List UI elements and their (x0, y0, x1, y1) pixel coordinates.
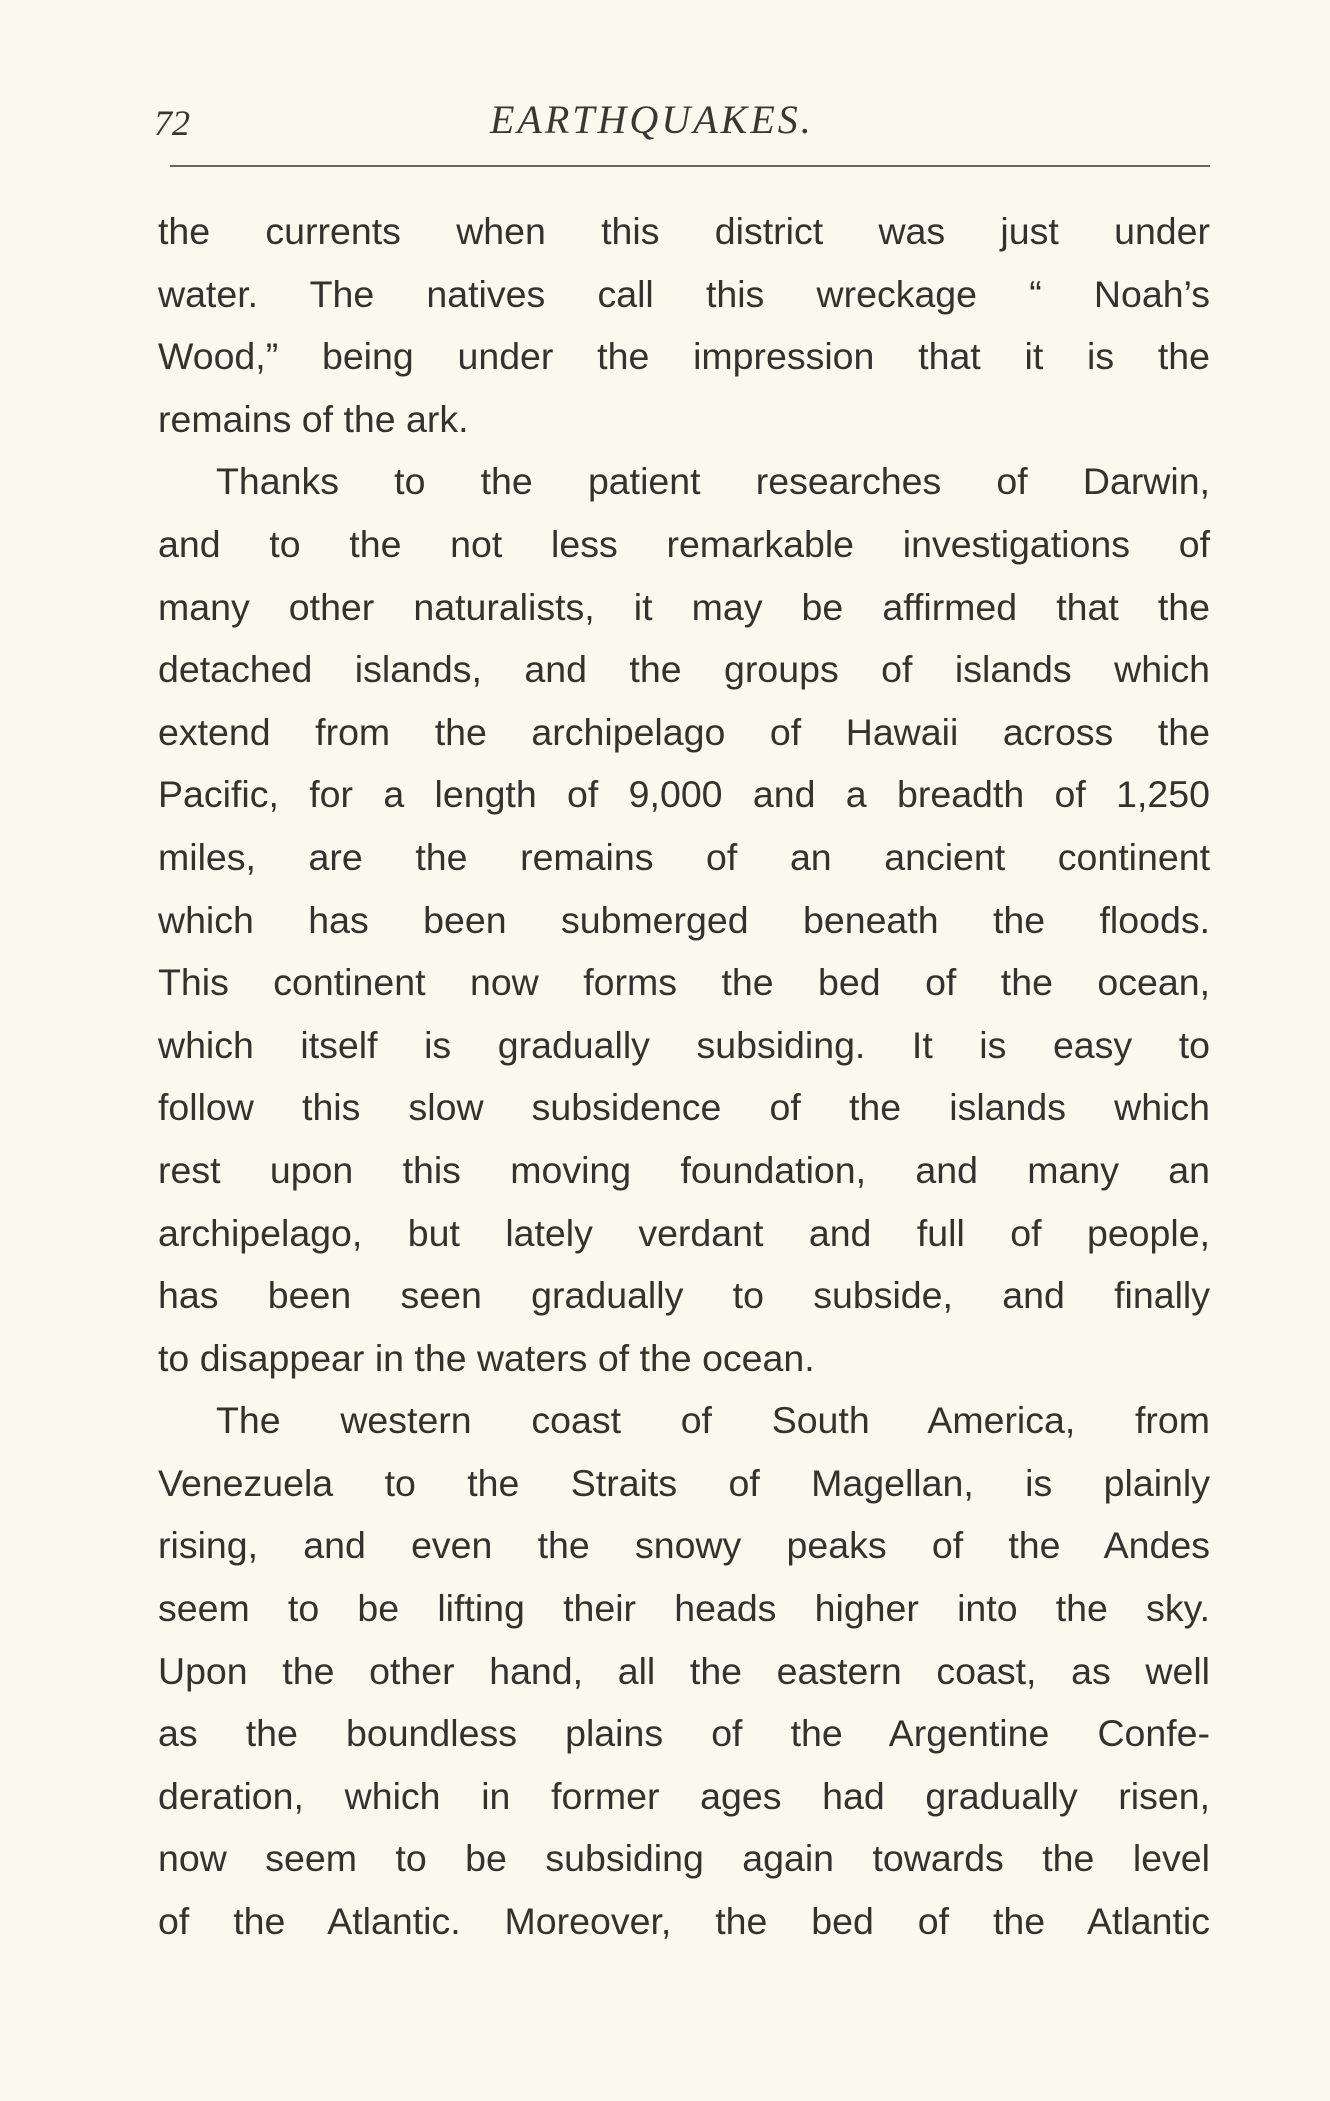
text-line: miles, are the remains of an ancient continent (158, 835, 1210, 878)
running-title: EARTHQUAKES. (490, 97, 814, 142)
paragraph (158, 200, 1210, 450)
text-line: the currents when this district was just under (158, 210, 1210, 252)
text-line: The western coast of South America, from (216, 1399, 1210, 1442)
text-line: and to the not less remarkable investigations of (158, 522, 1210, 565)
text-line: Thanks to the patient researches of Darwin, (216, 460, 1210, 503)
header-rule (170, 165, 1210, 167)
text-line: archipelago, but lately verdant and full of people, (158, 1211, 1210, 1254)
text-line: which has been submerged beneath the floods. (158, 898, 1210, 941)
text-line: deration, which in former ages had gradually risen, (158, 1774, 1210, 1817)
text-line: extend from the archipelago of Hawaii across the (158, 710, 1210, 753)
text-line: now seem to be subsiding again towards the level (158, 1837, 1210, 1880)
text-line: to disappear in the waters of the ocean. (158, 1336, 815, 1379)
text-line: rising, and even the snowy peaks of the Andes (158, 1524, 1210, 1567)
text-line: seem to be lifting their heads higher into the sky. (158, 1587, 1210, 1630)
text-line: many other naturalists, it may be affirmed that the (158, 585, 1210, 628)
text-line: has been seen gradually to subside, and finally (158, 1274, 1210, 1317)
text-line: water. The natives call this wreckage “ Noah’s (158, 272, 1210, 315)
text-line: of the Atlantic. Moreover, the bed of the Atlantic (158, 1900, 1210, 1943)
page-header (150, 96, 1210, 156)
text-line: This continent now forms the bed of the ocean, (158, 961, 1210, 1004)
page-number: 72 (154, 103, 190, 143)
paragraph (158, 1389, 1210, 1952)
text-line: Venezuela to the Straits of Magellan, is plainly (158, 1461, 1210, 1504)
text-line: which itself is gradually subsiding. It is easy to (158, 1023, 1210, 1066)
text-line: Pacific, for a length of 9,000 and a breadth of 1,250 (158, 773, 1210, 816)
text-line: rest upon this moving foundation, and many an (158, 1148, 1210, 1191)
text-line: follow this slow subsidence of the islands which (158, 1086, 1210, 1129)
text-line: remains of the ark. (158, 397, 469, 440)
text-line: detached islands, and the groups of islands which (158, 648, 1210, 691)
text-line: Upon the other hand, all the eastern coast, as well (158, 1649, 1210, 1692)
text-line: as the boundless plains of the Argentine Confe- (158, 1712, 1210, 1755)
text-line: Wood,” being under the impression that it is the (158, 335, 1210, 378)
paragraph (158, 450, 1210, 1389)
body-text (158, 200, 1210, 1953)
